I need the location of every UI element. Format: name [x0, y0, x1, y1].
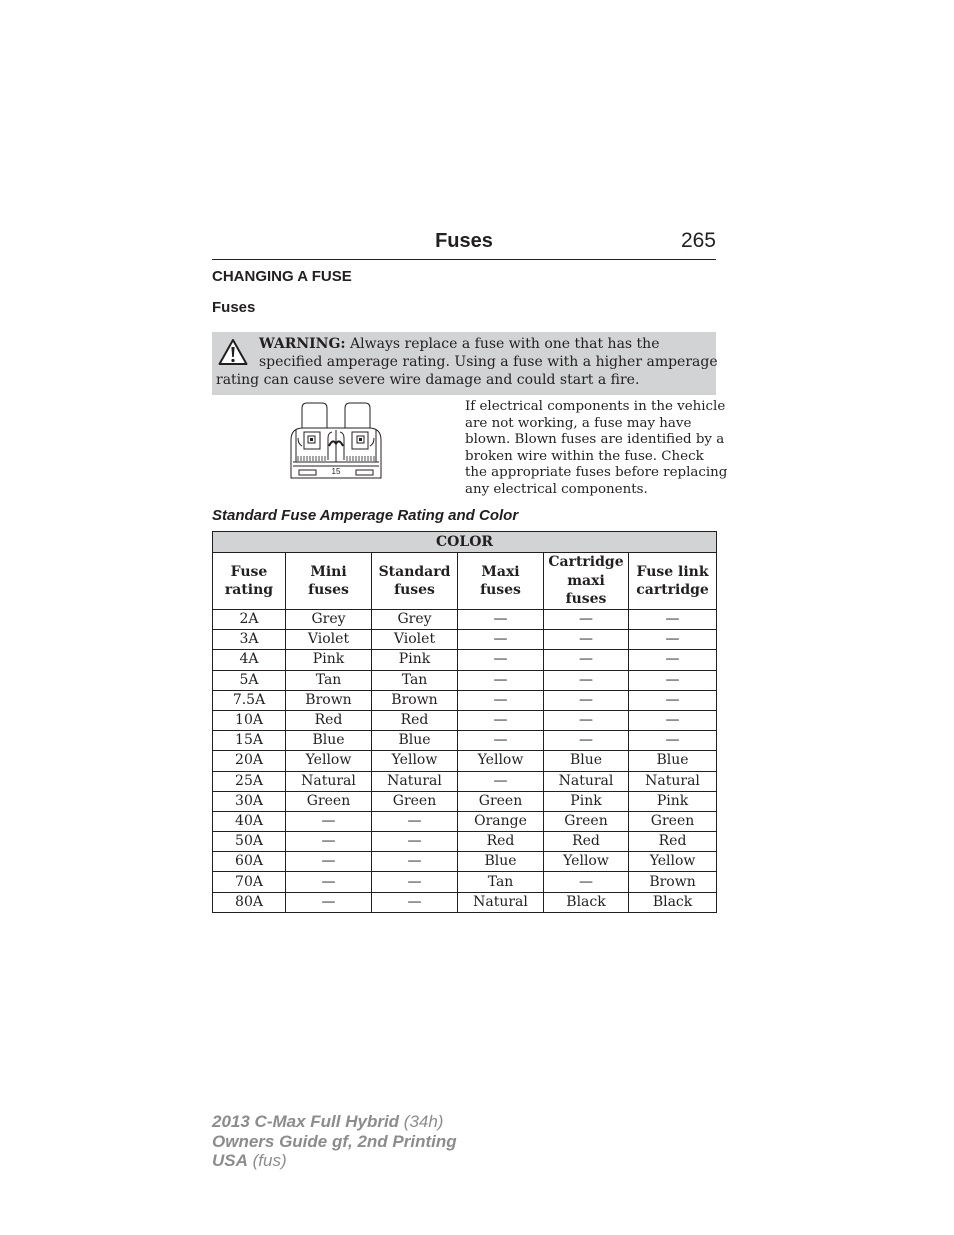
table-cell: — [458, 650, 544, 670]
column-header [629, 553, 717, 610]
table-cell: — [544, 731, 629, 751]
info-line: any electrical components. [465, 481, 648, 497]
table-cell: 70A [213, 872, 286, 892]
table-cell: Yellow [458, 751, 544, 771]
column-header [544, 553, 629, 610]
fuse-label: 15 [331, 467, 341, 476]
table-cell: 4A [213, 650, 286, 670]
table-cell: Blue [458, 852, 544, 872]
table-cell: Tan [458, 872, 544, 892]
table-cell: — [458, 731, 544, 751]
table-cell: Natural [458, 892, 544, 912]
table-cell: — [629, 610, 717, 630]
table-row [213, 832, 717, 852]
table-cell: — [458, 710, 544, 730]
column-header-text: fuses [565, 591, 607, 608]
table-row [213, 771, 717, 791]
table-cell: 20A [213, 751, 286, 771]
table-cell: 30A [213, 791, 286, 811]
fuse-illustration [288, 400, 384, 482]
info-line: broken wire within the fuse. Check [465, 448, 704, 464]
table-cell: 80A [213, 892, 286, 912]
table-cell: — [458, 670, 544, 690]
table-row [213, 811, 717, 831]
table-cell: Natural [544, 771, 629, 791]
table-cell: Yellow [372, 751, 458, 771]
table-cell: — [629, 731, 717, 751]
column-header-text: maxi [567, 572, 605, 589]
info-line: If electrical components in the vehicle [465, 399, 726, 414]
table-cell: Green [286, 791, 372, 811]
page-footer [212, 1112, 457, 1171]
table-cell: Green [372, 791, 458, 811]
table-cell: — [286, 832, 372, 852]
table-row [213, 630, 717, 650]
table-cell: Natural [372, 771, 458, 791]
table-cell: — [372, 872, 458, 892]
column-header [372, 553, 458, 610]
table-cell: — [286, 892, 372, 912]
footer-line-1 [212, 1112, 457, 1132]
table-cell: Red [372, 710, 458, 730]
table-cell: Tan [372, 670, 458, 690]
table-cell: Pink [544, 791, 629, 811]
column-header-text: Cartridge [548, 554, 624, 571]
page-number: 265 [680, 229, 716, 252]
footer-edition: Owners Guide gf, 2nd Printing [212, 1131, 457, 1151]
table-row [213, 731, 717, 751]
table-cell: Black [544, 892, 629, 912]
table-cell: Grey [286, 610, 372, 630]
table-cell: — [286, 872, 372, 892]
table-cell: — [544, 650, 629, 670]
table-row [213, 710, 717, 730]
table-cell: 7.5A [213, 690, 286, 710]
warning-line-1 [259, 335, 660, 353]
info-line: blown. Blown fuses are identified by a [465, 432, 725, 447]
column-header [286, 553, 372, 610]
table-cell: — [629, 690, 717, 710]
column-header-text: Fuse [230, 563, 268, 580]
footer-model: 2013 C-Max Full Hybrid [212, 1112, 400, 1131]
footer-model-code: (34h) [399, 1112, 444, 1131]
table-cell: — [372, 892, 458, 912]
table-cell: Green [544, 811, 629, 831]
column-header-text: rating [224, 582, 274, 598]
table-cell: 2A [213, 610, 286, 630]
footer-line-2 [212, 1132, 457, 1152]
table-cell: — [458, 690, 544, 710]
table-cell: — [629, 670, 717, 690]
table-cell: — [544, 710, 629, 730]
column-header-text: fuses [394, 582, 435, 598]
table-cell: — [544, 690, 629, 710]
column-header-text: fuses [308, 582, 349, 598]
warning-line-2: specified amperage rating. Using a fuse with a higher amperage [259, 354, 718, 370]
info-line: the appropriate fuses before replacing [465, 465, 728, 480]
table-caption: Standard Fuse Amperage Rating and Color [212, 507, 519, 524]
table-cell: Blue [629, 751, 717, 771]
table-cell: Grey [372, 610, 458, 630]
table-cell: — [629, 650, 717, 670]
table-cell: 60A [213, 852, 286, 872]
table-row [213, 690, 717, 710]
table-cell: Violet [372, 630, 458, 650]
table-cell: Blue [286, 731, 372, 751]
subsection-heading: Fuses [212, 299, 256, 316]
table-row [213, 872, 717, 892]
table-cell: — [372, 811, 458, 831]
footer-line-3 [212, 1151, 457, 1171]
table-row [213, 610, 717, 630]
table-row [213, 791, 717, 811]
table-cell: Pink [629, 791, 717, 811]
warning-triangle-icon [218, 338, 248, 366]
table-row [213, 670, 717, 690]
column-header-text: Mini [310, 563, 347, 580]
warning-box [212, 332, 716, 395]
table-cell: Violet [286, 630, 372, 650]
table-cell: Red [286, 710, 372, 730]
table-cell: Green [458, 791, 544, 811]
warning-line-3: rating can cause severe wire damage and could start a fire. [216, 372, 640, 388]
table-cell: Red [544, 832, 629, 852]
footer-market: USA [212, 1151, 248, 1170]
table-cell: Natural [629, 771, 717, 791]
table-cell: — [458, 771, 544, 791]
table-cell: 15A [213, 731, 286, 751]
table-cell: Red [458, 832, 544, 852]
section-heading: CHANGING A FUSE [212, 268, 352, 285]
table-row [213, 650, 717, 670]
column-header-text: cartridge [636, 582, 709, 598]
column-header-text: Fuse link [636, 563, 709, 580]
table-row [213, 852, 717, 872]
table-cell: — [629, 630, 717, 650]
table-cell: Green [629, 811, 717, 831]
chapter-title: Fuses [435, 230, 493, 252]
table-cell: Red [629, 832, 717, 852]
table-cell: — [372, 832, 458, 852]
column-header-text: fuses [480, 582, 521, 598]
table-cell: 50A [213, 832, 286, 852]
column-header [213, 553, 286, 610]
table-cell: 5A [213, 670, 286, 690]
page-header [212, 228, 716, 260]
table-cell: — [544, 872, 629, 892]
table-cell: — [458, 630, 544, 650]
table-cell: — [372, 852, 458, 872]
warning-text-1: Always replace a fuse with one that has the [345, 336, 660, 352]
color-group-header: COLOR [213, 532, 717, 553]
warning-label: WARNING: [259, 336, 346, 352]
table-cell: — [544, 630, 629, 650]
table-cell: — [458, 610, 544, 630]
fuse-info-paragraph [465, 399, 728, 498]
table-cell: — [286, 852, 372, 872]
table-row [213, 751, 717, 771]
column-header-text: Standard [378, 563, 451, 580]
table-cell: Brown [286, 690, 372, 710]
table-cell: — [544, 670, 629, 690]
table-cell: Tan [286, 670, 372, 690]
table-body [213, 610, 717, 913]
table-cell: Natural [286, 771, 372, 791]
column-header-row [213, 553, 717, 610]
table-cell: Black [629, 892, 717, 912]
table-cell: — [286, 811, 372, 831]
table-cell: Yellow [629, 852, 717, 872]
table-cell: Blue [372, 731, 458, 751]
column-header-text: Maxi [481, 563, 520, 580]
table-cell: 3A [213, 630, 286, 650]
column-header [458, 553, 544, 610]
table-cell: Pink [286, 650, 372, 670]
table-cell: Yellow [286, 751, 372, 771]
table-cell: Blue [544, 751, 629, 771]
footer-market-code: (fus) [247, 1151, 287, 1170]
table-cell: 25A [213, 771, 286, 791]
table-cell: 40A [213, 811, 286, 831]
fuse-color-table [212, 531, 717, 913]
table-cell: Yellow [544, 852, 629, 872]
table-cell: Pink [372, 650, 458, 670]
table-row [213, 892, 717, 912]
table-cell: — [629, 710, 717, 730]
table-cell: Orange [458, 811, 544, 831]
info-line: are not working, a fuse may have [465, 415, 692, 431]
table-cell: Brown [629, 872, 717, 892]
table-cell: Brown [372, 690, 458, 710]
table-cell: 10A [213, 710, 286, 730]
table-cell: — [544, 610, 629, 630]
